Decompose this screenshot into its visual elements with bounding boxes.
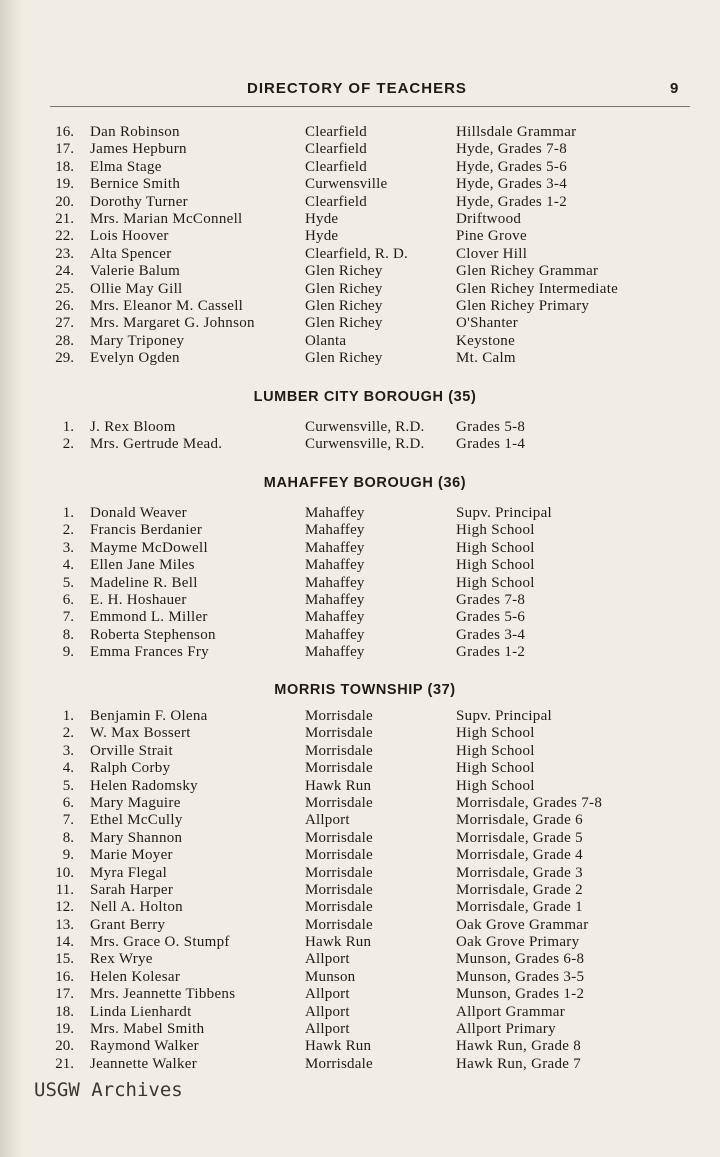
row-number: 6. <box>62 591 74 608</box>
page-header <box>50 78 690 107</box>
school-assignment: Morrisdale, Grade 3 <box>456 864 583 881</box>
school-assignment: Morrisdale, Grade 6 <box>456 812 583 829</box>
row-number: 29. <box>55 350 74 367</box>
directory-row <box>0 917 720 934</box>
teacher-town: Hawk Run <box>305 777 372 794</box>
teacher-town: Hyde <box>305 228 339 245</box>
row-number: 2. <box>62 725 74 742</box>
row-number: 20. <box>55 1038 74 1055</box>
school-assignment: High School <box>456 742 535 759</box>
school-assignment: Grades 1-2 <box>456 644 526 661</box>
directory-row <box>0 1038 720 1055</box>
school-assignment: Morrisdale, Grades 7-8 <box>456 794 603 811</box>
teacher-town: Allport <box>305 1003 350 1020</box>
directory-row <box>0 333 720 350</box>
section-title: LUMBER CITY BOROUGH (35) <box>253 389 477 405</box>
teacher-name: Helen Radomsky <box>90 777 198 794</box>
teacher-name: Marie Moyer <box>90 847 173 864</box>
directory-row <box>0 830 720 847</box>
row-number: 2. <box>62 436 74 453</box>
teacher-name: Myra Flegal <box>90 864 168 881</box>
teacher-town: Mahaffey <box>305 626 365 643</box>
teacher-name: Alta Spencer <box>90 245 172 262</box>
directory-row <box>0 592 720 609</box>
school-assignment: Hyde, Grades 1-2 <box>456 193 568 210</box>
teacher-name: E. H. Hoshauer <box>90 591 187 608</box>
school-assignment: Grades 3-4 <box>456 626 526 643</box>
directory-list <box>0 124 720 367</box>
teacher-name: Emma Frances Fry <box>90 644 209 661</box>
directory-row <box>0 419 720 436</box>
directory-row <box>0 436 720 453</box>
school-assignment: Allport Grammar <box>456 1003 566 1020</box>
row-number: 7. <box>62 609 74 626</box>
teacher-town: Morrisdale <box>305 794 373 811</box>
directory-row <box>0 795 720 812</box>
teacher-name: Evelyn Ogden <box>90 350 180 367</box>
directory-row <box>0 228 720 245</box>
teacher-town: Glen Richey <box>305 350 383 367</box>
row-number: 8. <box>62 626 74 643</box>
teacher-name: Ethel McCully <box>90 812 183 829</box>
teacher-name: Mrs. Mabel Smith <box>90 1021 205 1038</box>
teacher-town: Morrisdale <box>305 829 373 846</box>
teacher-name: Mary Triponey <box>90 332 185 349</box>
teacher-town: Curwensville, R.D. <box>305 436 425 453</box>
directory-row <box>0 124 720 141</box>
teacher-name: Valerie Balum <box>90 263 181 280</box>
directory-row <box>0 176 720 193</box>
teacher-name: Ollie May Gill <box>90 280 183 297</box>
school-assignment: High School <box>456 557 535 574</box>
school-assignment: O'Shanter <box>456 315 519 332</box>
teacher-name: Orville Strait <box>90 742 173 759</box>
section-title: MAHAFFEY BOROUGH (36) <box>263 475 467 491</box>
teacher-name: Mayme McDowell <box>90 539 208 556</box>
directory-row <box>0 934 720 951</box>
teacher-town: Glen Richey <box>305 297 383 314</box>
school-assignment: Pine Grove <box>456 228 527 245</box>
teacher-town: Curwensville, R.D. <box>305 419 425 435</box>
school-assignment: Allport Primary <box>456 1021 556 1038</box>
teacher-name: Mary Maguire <box>90 794 181 811</box>
row-number: 5. <box>62 777 74 794</box>
school-assignment: Hyde, Grades 5-6 <box>456 158 568 175</box>
directory-list <box>0 505 720 662</box>
teacher-town: Mahaffey <box>305 557 365 574</box>
continued-directory-section <box>0 124 720 367</box>
school-assignment: Morrisdale, Grade 4 <box>456 847 583 864</box>
teacher-name: Emmond L. Miller <box>90 609 208 626</box>
row-number: 1. <box>62 708 74 724</box>
row-number: 26. <box>55 297 74 314</box>
school-assignment: Hawk Run, Grade 7 <box>456 1055 582 1072</box>
teacher-town: Olanta <box>305 332 347 349</box>
directory-row <box>0 812 720 829</box>
directory-row <box>0 969 720 986</box>
teacher-town: Mahaffey <box>305 609 365 626</box>
teacher-town: Hawk Run <box>305 1038 372 1055</box>
teacher-name: Lois Hoover <box>90 228 169 245</box>
school-assignment: Munson, Grades 3-5 <box>456 968 585 985</box>
school-assignment: Hyde, Grades 7-8 <box>456 141 568 158</box>
directory-row <box>0 725 720 742</box>
teacher-town: Morrisdale <box>305 708 373 724</box>
teacher-name: Ellen Jane Miles <box>90 557 195 574</box>
row-number: 24. <box>55 263 74 280</box>
directory-row <box>0 575 720 592</box>
directory-row <box>0 644 720 661</box>
teacher-town: Glen Richey <box>305 280 383 297</box>
directory-list <box>0 708 720 1073</box>
row-number: 16. <box>55 124 74 140</box>
row-number: 12. <box>55 899 74 916</box>
row-number: 3. <box>62 539 74 556</box>
school-assignment: Grades 1-4 <box>456 436 526 453</box>
morris-township-section <box>0 678 720 1073</box>
teacher-name: Dan Robinson <box>90 124 180 140</box>
school-assignment: Morrisdale, Grade 1 <box>456 899 583 916</box>
directory-row <box>0 557 720 574</box>
teacher-town: Morrisdale <box>305 742 373 759</box>
row-number: 21. <box>55 210 74 227</box>
teacher-town: Allport <box>305 1021 350 1038</box>
directory-row <box>0 760 720 777</box>
school-assignment: Driftwood <box>456 210 522 227</box>
teacher-name: Donald Weaver <box>90 505 187 521</box>
row-number: 6. <box>62 794 74 811</box>
teacher-town: Morrisdale <box>305 916 373 933</box>
directory-row <box>0 211 720 228</box>
teacher-name: Grant Berry <box>90 916 166 933</box>
school-assignment: Glen Richey Grammar <box>456 263 599 280</box>
directory-row <box>0 882 720 899</box>
school-assignment: Glen Richey Intermediate <box>456 280 619 297</box>
teacher-town: Clearfield <box>305 158 367 175</box>
school-assignment: Hillsdale Grammar <box>456 124 577 140</box>
school-assignment: Munson, Grades 1-2 <box>456 986 585 1003</box>
directory-list <box>0 419 720 454</box>
directory-row <box>0 298 720 315</box>
school-assignment: High School <box>456 574 535 591</box>
school-assignment: High School <box>456 725 535 742</box>
row-number: 4. <box>62 557 74 574</box>
row-number: 4. <box>62 760 74 777</box>
directory-row <box>0 1021 720 1038</box>
directory-row <box>0 246 720 263</box>
teacher-town: Clearfield, R. D. <box>305 245 408 262</box>
school-assignment: Morrisdale, Grade 5 <box>456 829 583 846</box>
row-number: 11. <box>55 881 74 898</box>
teacher-name: Sarah Harper <box>90 881 174 898</box>
teacher-town: Glen Richey <box>305 263 383 280</box>
directory-row <box>0 350 720 367</box>
teacher-town: Morrisdale <box>305 847 373 864</box>
teacher-town: Hyde <box>305 210 339 227</box>
teacher-name: Mrs. Gertrude Mead. <box>90 436 223 453</box>
row-number: 1. <box>62 505 74 521</box>
teacher-name: Mary Shannon <box>90 829 183 846</box>
row-number: 19. <box>55 1021 74 1038</box>
page-number: 9 <box>670 80 679 97</box>
teacher-town: Mahaffey <box>305 644 365 661</box>
row-number: 17. <box>55 141 74 158</box>
teacher-town: Glen Richey <box>305 315 383 332</box>
mahaffey-borough-section <box>0 471 720 662</box>
teacher-name: James Hepburn <box>90 141 187 158</box>
directory-row <box>0 505 720 522</box>
teacher-name: Linda Lienhardt <box>90 1003 192 1020</box>
school-assignment: Supv. Principal <box>456 505 553 521</box>
row-number: 9. <box>62 847 74 864</box>
teacher-name: Madeline R. Bell <box>90 574 198 591</box>
teacher-name: Elma Stage <box>90 158 162 175</box>
row-number: 8. <box>62 829 74 846</box>
row-number: 18. <box>55 158 74 175</box>
teacher-name: Mrs. Margaret G. Johnson <box>90 315 255 332</box>
school-assignment: High School <box>456 539 535 556</box>
teacher-name: Nell A. Holton <box>90 899 183 916</box>
row-number: 14. <box>55 934 74 951</box>
row-number: 10. <box>55 864 74 881</box>
directory-row <box>0 1056 720 1073</box>
row-number: 13. <box>55 916 74 933</box>
teacher-name: Mrs. Eleanor M. Cassell <box>90 297 244 314</box>
teacher-town: Mahaffey <box>305 522 365 539</box>
school-assignment: Oak Grove Primary <box>456 934 580 951</box>
teacher-town: Hawk Run <box>305 934 372 951</box>
teacher-town: Clearfield <box>305 193 367 210</box>
school-assignment: Keystone <box>456 332 516 349</box>
row-number: 17. <box>55 986 74 1003</box>
teacher-town: Mahaffey <box>305 591 365 608</box>
row-number: 18. <box>55 1003 74 1020</box>
teacher-name: Raymond Walker <box>90 1038 199 1055</box>
row-number: 15. <box>55 951 74 968</box>
directory-row <box>0 865 720 882</box>
teacher-town: Allport <box>305 951 350 968</box>
directory-row <box>0 951 720 968</box>
directory-row <box>0 708 720 725</box>
row-number: 20. <box>55 193 74 210</box>
directory-row <box>0 986 720 1003</box>
teacher-town: Curwensville <box>305 176 388 193</box>
school-assignment: Grades 5-8 <box>456 419 526 435</box>
directory-row <box>0 141 720 158</box>
school-assignment: Mt. Calm <box>456 350 516 367</box>
page-title: DIRECTORY OF TEACHERS <box>247 80 467 97</box>
school-assignment: High School <box>456 522 535 539</box>
teacher-name: Jeannette Walker <box>90 1055 198 1072</box>
teacher-town: Morrisdale <box>305 899 373 916</box>
watermark: USGW Archives <box>34 1079 183 1101</box>
row-number: 28. <box>55 332 74 349</box>
directory-row <box>0 847 720 864</box>
school-assignment: Supv. Principal <box>456 708 553 724</box>
teacher-town: Munson <box>305 968 356 985</box>
teacher-town: Morrisdale <box>305 760 373 777</box>
row-number: 7. <box>62 812 74 829</box>
teacher-name: J. Rex Bloom <box>90 419 176 435</box>
directory-row <box>0 743 720 760</box>
row-number: 5. <box>62 574 74 591</box>
row-number: 16. <box>55 968 74 985</box>
section-title: MORRIS TOWNSHIP (37) <box>274 682 456 698</box>
directory-row <box>0 627 720 644</box>
row-number: 9. <box>62 644 74 661</box>
school-assignment: Morrisdale, Grade 2 <box>456 881 583 898</box>
teacher-name: Roberta Stephenson <box>90 626 216 643</box>
teacher-name: Mrs. Grace O. Stumpf <box>90 934 230 951</box>
teacher-town: Morrisdale <box>305 1055 373 1072</box>
teacher-town: Clearfield <box>305 141 367 158</box>
teacher-name: Francis Berdanier <box>90 522 203 539</box>
row-number: 22. <box>55 228 74 245</box>
teacher-name: Mrs. Jeannette Tibbens <box>90 986 236 1003</box>
teacher-name: Benjamin F. Olena <box>90 708 208 724</box>
teacher-name: Helen Kolesar <box>90 968 181 985</box>
school-assignment: Grades 5-6 <box>456 609 526 626</box>
directory-row <box>0 540 720 557</box>
directory-row <box>0 194 720 211</box>
row-number: 27. <box>55 315 74 332</box>
directory-row <box>0 522 720 539</box>
teacher-name: Dorothy Turner <box>90 193 188 210</box>
row-number: 3. <box>62 742 74 759</box>
school-assignment: Hawk Run, Grade 8 <box>456 1038 582 1055</box>
teacher-name: W. Max Bossert <box>90 725 191 742</box>
teacher-name: Ralph Corby <box>90 760 171 777</box>
lumber-city-borough-section <box>0 385 720 454</box>
row-number: 21. <box>55 1055 74 1072</box>
teacher-town: Allport <box>305 986 350 1003</box>
row-number: 23. <box>55 245 74 262</box>
teacher-town: Allport <box>305 812 350 829</box>
row-number: 1. <box>62 419 74 435</box>
school-assignment: Oak Grove Grammar <box>456 916 589 933</box>
teacher-town: Mahaffey <box>305 539 365 556</box>
directory-row <box>0 899 720 916</box>
directory-row <box>0 1004 720 1021</box>
school-assignment: Glen Richey Primary <box>456 297 590 314</box>
teacher-town: Morrisdale <box>305 881 373 898</box>
teacher-name: Rex Wrye <box>90 951 153 968</box>
directory-row <box>0 159 720 176</box>
school-assignment: Hyde, Grades 3-4 <box>456 176 568 193</box>
teacher-name: Bernice Smith <box>90 176 181 193</box>
teacher-town: Morrisdale <box>305 864 373 881</box>
school-assignment: Clover Hill <box>456 245 528 262</box>
directory-row <box>0 609 720 626</box>
teacher-town: Morrisdale <box>305 725 373 742</box>
teacher-town: Mahaffey <box>305 505 365 521</box>
directory-row <box>0 315 720 332</box>
row-number: 19. <box>55 176 74 193</box>
teacher-name: Mrs. Marian McConnell <box>90 210 243 227</box>
school-assignment: High School <box>456 760 535 777</box>
school-assignment: Grades 7-8 <box>456 591 526 608</box>
row-number: 25. <box>55 280 74 297</box>
row-number: 2. <box>62 522 74 539</box>
teacher-town: Mahaffey <box>305 574 365 591</box>
directory-row <box>0 281 720 298</box>
school-assignment: Munson, Grades 6-8 <box>456 951 585 968</box>
directory-row <box>0 263 720 280</box>
directory-row <box>0 778 720 795</box>
teacher-town: Clearfield <box>305 124 367 140</box>
school-assignment: High School <box>456 777 535 794</box>
